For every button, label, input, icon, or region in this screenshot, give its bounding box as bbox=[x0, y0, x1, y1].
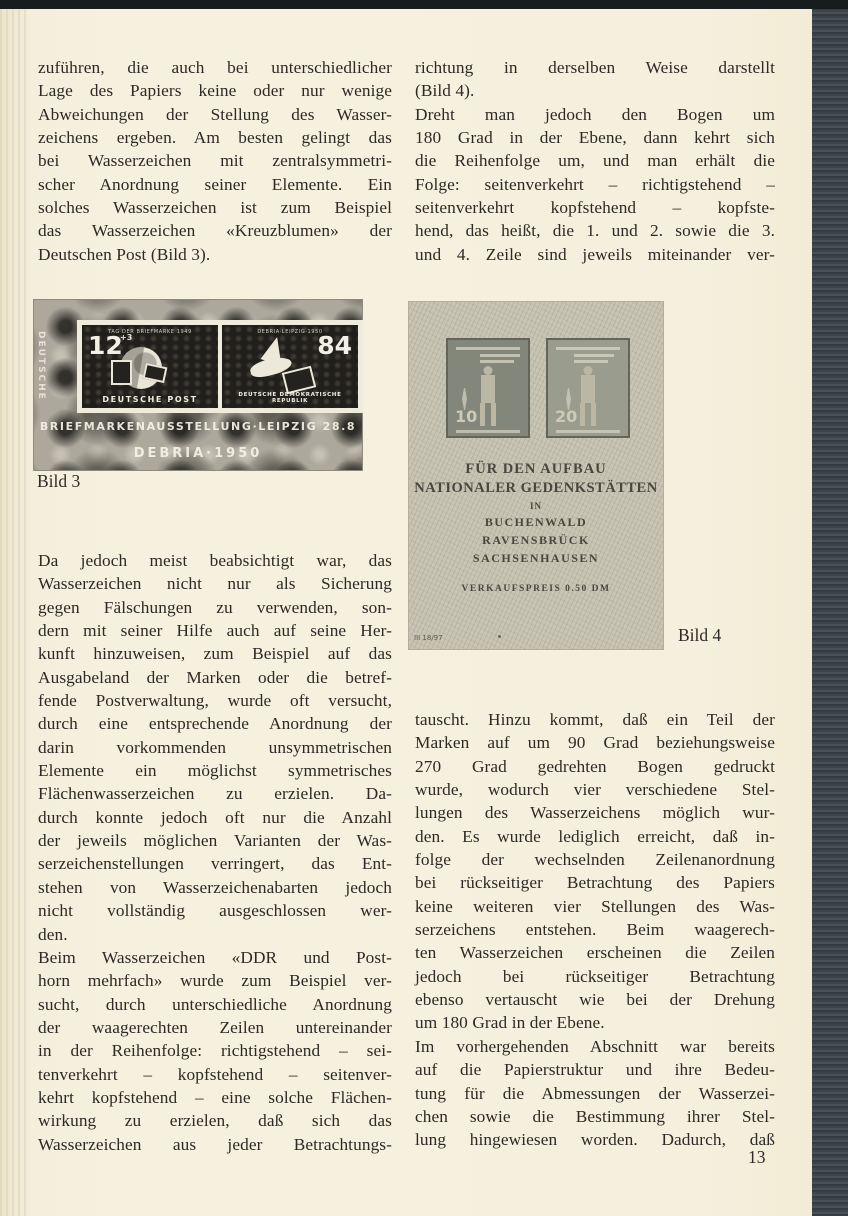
stamp-header-text-line bbox=[480, 360, 514, 363]
bild3-margin-inscription-line1: BRIEFMARKENAUSSTELLUNG·LEIPZIG 28.8 bbox=[39, 420, 357, 433]
text-line: tenverkehrt – kopfstehend – seitenver- bbox=[38, 1064, 392, 1084]
stamp-header-text-line bbox=[574, 354, 614, 357]
bild3-stamp-12pf bbox=[82, 325, 218, 408]
bild4-stamp-20pf bbox=[546, 338, 630, 438]
text-line: keine weiteren vier Stellungen des Was- bbox=[415, 896, 775, 916]
figure-bild3-caption: Bild 3 bbox=[37, 471, 81, 491]
right-column-paragraph-4 bbox=[415, 1035, 775, 1152]
stamp-header-text-line bbox=[456, 347, 520, 350]
text-line: auf die Papierstruktur und ihre Bedeu- bbox=[415, 1060, 775, 1080]
text-line: Flächenwasserzeichen zu erzielen. Da- bbox=[38, 784, 392, 804]
bild3-stamp84-country: DEUTSCHE DEMOKRATISCHE REPUBLIK bbox=[238, 392, 342, 404]
page-gutter-shading bbox=[0, 9, 26, 1216]
text-line: ebenso vertauscht wie bei der Drehung bbox=[415, 990, 775, 1010]
figure-torso bbox=[481, 375, 495, 403]
text-line: wurde, wodurch vier verschiedene Stel- bbox=[415, 780, 775, 800]
bild4-printers-mark: III 18/97 bbox=[414, 634, 443, 642]
bild4-stamp20-value: 20 bbox=[555, 407, 578, 426]
text-line: kunft hinzuweisen, zum Beispiel auf das bbox=[38, 644, 392, 664]
right-column-paragraph-3 bbox=[415, 708, 775, 1035]
bild3-stamp-pair-frame bbox=[77, 320, 363, 413]
text-line: wirkung zu erzielen, daß sich das bbox=[38, 1111, 392, 1131]
stamp-on-globe-graphic bbox=[143, 363, 168, 383]
text-line: Abweichungen der Stellung des Wasser- bbox=[38, 104, 392, 124]
bild3-stamp84-arc-text: DEBRIA·LEIPZIG·1950 bbox=[257, 329, 323, 335]
text-line: stehen von Wasserzeichenabarten jedoch bbox=[38, 877, 392, 897]
bild3-stamp12-arc-text: TAG DER BRIEFMARKE 1949 bbox=[108, 329, 192, 335]
text-line: (Bild 4). bbox=[415, 81, 475, 101]
text-line: Elemente ein möglichst symmetrisches bbox=[38, 761, 392, 781]
figure-head bbox=[484, 366, 493, 375]
memorial-figure-graphic bbox=[477, 366, 499, 426]
bild4-title-line2: NATIONALER GEDENKSTÄTTEN bbox=[414, 480, 658, 496]
text-line: Beim Wasserzeichen «DDR und Post- bbox=[38, 947, 392, 967]
bild3-stamp12-country: DEUTSCHE POST bbox=[102, 395, 198, 404]
bild3-left-margin-vertical-text: DEUTSCHE bbox=[36, 331, 46, 401]
text-line: durch konnte jedoch oft nur die Anzahl bbox=[38, 807, 392, 827]
bild4-camp-name: SACHSENHAUSEN bbox=[472, 551, 600, 565]
text-line: folge der wechselnden Zeilenanordnung bbox=[415, 850, 775, 870]
bild3-stamp12-value: 12 bbox=[88, 331, 123, 360]
text-line: den. bbox=[38, 924, 68, 944]
page-number: 13 bbox=[748, 1147, 766, 1167]
text-line: die Reihenfolge um, und man erhält die bbox=[415, 151, 775, 171]
bild4-connector-word: IN bbox=[529, 501, 542, 511]
text-line: Wasserzeichen nicht nur als Sicherung bbox=[38, 574, 392, 594]
left-column-paragraph-2 bbox=[38, 549, 392, 946]
scan-edge-top bbox=[0, 0, 848, 9]
text-line: fende Postverwaltung, wurde oft versucht, bbox=[38, 691, 392, 711]
figure-leg bbox=[480, 403, 485, 426]
text-line: der waagerechten Zeilen untereinander bbox=[38, 1017, 392, 1037]
text-line: bei Wasserzeichen mit zentralsymmetri- bbox=[38, 151, 392, 171]
left-column-paragraph-1 bbox=[38, 56, 392, 266]
right-column-paragraph-2 bbox=[415, 103, 775, 266]
text-line: jedoch bei rückseitiger Betrachtung bbox=[415, 966, 775, 986]
text-line: das Wasserzeichen «Kreuzblumen» der bbox=[38, 221, 392, 241]
text-line: Marken auf um 90 Grad beziehungsweise bbox=[415, 733, 775, 753]
block-dot-mark bbox=[498, 635, 501, 638]
text-line: chen sowie die Bestimmung ihrer Stel- bbox=[415, 1106, 775, 1126]
figure-head bbox=[584, 366, 593, 375]
text-line: Ausgabeland der Marken oder die betref- bbox=[38, 667, 392, 687]
text-line: ten Wasserzeichen erscheinen die Zeilen bbox=[415, 943, 775, 963]
text-line: Wasserzeichen aus jeder Betrachtungs- bbox=[38, 1134, 392, 1154]
scan-edge-right bbox=[812, 0, 848, 1216]
bild4-stamp-10pf bbox=[446, 338, 530, 438]
text-line: lungen des Wasserzeichens möglich wur- bbox=[415, 803, 775, 823]
text-line: zeichens ergeben. Am besten gelingt das bbox=[38, 128, 392, 148]
bild4-price-line: VERKAUFSPREIS 0.50 DM bbox=[461, 584, 611, 594]
text-line: seitenverkehrt kopfstehend – kopfste- bbox=[415, 198, 775, 218]
text-line: richtung in derselben Weise darstellt bbox=[415, 58, 775, 77]
left-column-paragraph-3 bbox=[38, 946, 392, 1156]
text-line: dern mit seiner Hilfe auch auf seine Her- bbox=[38, 621, 392, 641]
stamp-on-globe-graphic bbox=[111, 360, 132, 385]
text-line: sucht, durch unterschiedliche Anordnung bbox=[38, 994, 392, 1014]
text-line: tauscht. Hinzu kommt, daß ein Teil der bbox=[415, 710, 775, 729]
bild4-camp-name: BUCHENWALD bbox=[484, 515, 588, 529]
text-line: in der Reihenfolge: richtigstehend – sei- bbox=[38, 1041, 392, 1061]
bild4-title-line1: FÜR DEN AUFBAU bbox=[465, 461, 607, 477]
text-line: kehrt kopfstehend – eine solche Flächen- bbox=[38, 1087, 392, 1107]
text-line: bei rückseitiger Betrachtung des Papiers bbox=[415, 873, 775, 893]
bild4-stamp10-value: 10 bbox=[455, 407, 478, 426]
left-column-paragraphs-2-3 bbox=[38, 549, 392, 1156]
figure-bild4-block bbox=[408, 301, 664, 650]
text-line: hend, das heißt, die 1. und 2. sowie die 3. bbox=[415, 221, 775, 241]
text-line: zuführen, die auch bei unterschiedlicher bbox=[38, 58, 392, 77]
text-line: und 4. Zeile sind jeweils miteinander ver- bbox=[415, 244, 775, 264]
stamp-country-text-line bbox=[556, 430, 620, 433]
text-line: nicht vollständig ausgeschlossen wer- bbox=[38, 901, 392, 921]
bild4-camp-name: RAVENSBRÜCK bbox=[482, 533, 590, 547]
text-line: Da jedoch meist beabsichtigt war, das bbox=[38, 551, 392, 570]
figure-leg bbox=[580, 403, 585, 426]
stamp-header-text-line bbox=[556, 347, 620, 350]
right-column-paragraphs-1-2 bbox=[415, 56, 775, 266]
text-line: serzeichenstellungen verringert, das Ent- bbox=[38, 854, 392, 874]
right-column-paragraph-1 bbox=[415, 56, 775, 103]
stamp-header-text-line bbox=[574, 360, 608, 363]
bild3-margin-inscription-line2: DEBRIA·1950 bbox=[133, 446, 263, 461]
figure-leg bbox=[491, 403, 496, 426]
text-line: Folge: seitenverkehrt – richtigstehend – bbox=[415, 174, 775, 194]
text-line: lung hingewiesen worden. Dadurch, daß bbox=[415, 1130, 775, 1150]
text-line: Im vorhergehenden Abschnitt war bereits bbox=[415, 1036, 775, 1056]
text-line: 180 Grad in der Ebene, dann kehrt sich bbox=[415, 128, 775, 148]
text-line: Dreht man jedoch den Bogen um bbox=[415, 104, 775, 124]
globe-graphic bbox=[120, 347, 162, 389]
stamp-country-text-line bbox=[456, 430, 520, 433]
text-line: den. Es wurde lediglich erreicht, daß in- bbox=[415, 826, 775, 846]
text-line: tung für die Abmessungen der Wasserzei- bbox=[415, 1083, 775, 1103]
bild3-stamp84-value: 84 bbox=[317, 331, 352, 360]
text-line: Lage des Papiers keine oder nur wenige bbox=[38, 81, 392, 101]
text-line: solches Wasserzeichen ist zum Beispiel bbox=[38, 198, 392, 218]
memorial-figure-graphic bbox=[577, 366, 599, 426]
figure-torso bbox=[581, 375, 595, 403]
text-line: serzeichens entstehen. Beim waagerech- bbox=[415, 920, 775, 940]
text-line: scher Anordnung seiner Elemente. Ein bbox=[38, 174, 392, 194]
text-line: Deutschen Post (Bild 3). bbox=[38, 244, 211, 264]
text-line: der jeweils möglichen Varianten der Was- bbox=[38, 831, 392, 851]
text-line: horn mehrfach» wurde zum Beispiel ver- bbox=[38, 971, 392, 991]
text-line: 270 Grad gedrehten Bogen gedruckt bbox=[415, 756, 775, 776]
text-line: gegen Fälschungen zu verwenden, son- bbox=[38, 597, 392, 617]
stamp-carried-by-dove-graphic bbox=[282, 366, 316, 395]
text-line: darin vorkommenden unsymmetrischen bbox=[38, 737, 392, 757]
bild3-stamp12-surcharge: +3 bbox=[120, 333, 133, 342]
text-line: um 180 Grad in der Ebene. bbox=[415, 1013, 605, 1033]
figure-leg bbox=[591, 403, 596, 426]
right-column-paragraphs-3-4 bbox=[415, 708, 775, 1152]
text-line: durch eine entsprechende Anordnung der bbox=[38, 714, 392, 734]
bild3-stamp-84pf bbox=[222, 325, 358, 408]
stamp-header-text-line bbox=[480, 354, 520, 357]
figure-bild4-caption: Bild 4 bbox=[678, 625, 722, 645]
figure-bild3-photo bbox=[33, 299, 363, 471]
